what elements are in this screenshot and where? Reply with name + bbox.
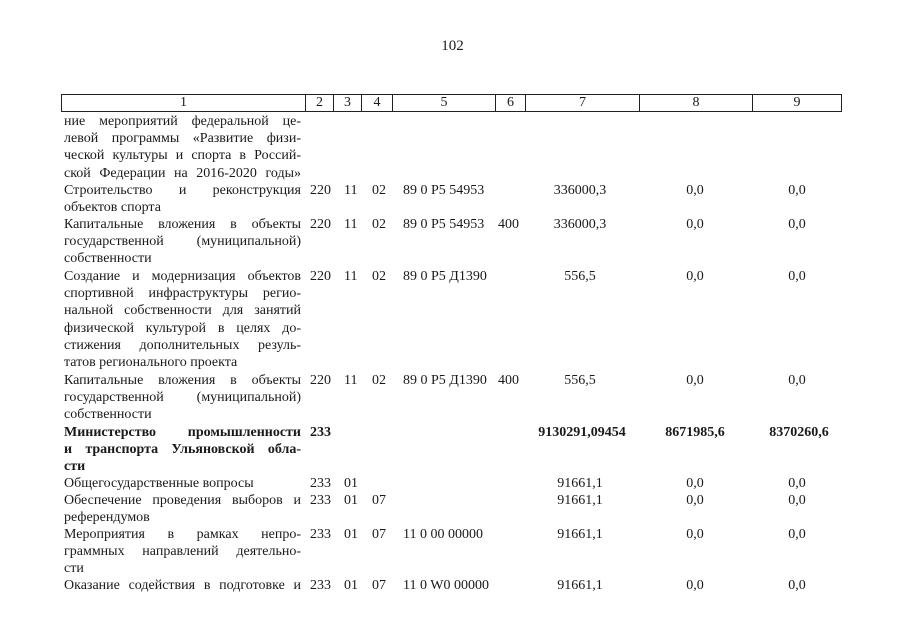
cell-c5: 89 0 P5 54953 — [403, 183, 485, 198]
row-name-line: граммных направлений деятельно- — [64, 544, 301, 560]
cell-c3: 01 — [344, 476, 358, 491]
row-name-line: государственной (муниципальной) — [64, 234, 301, 250]
row-name — [64, 113, 301, 182]
cell-c6: 400 — [498, 217, 519, 232]
cell-c3: 01 — [344, 493, 358, 508]
row-name — [64, 492, 301, 526]
row-name-line: Строительство и реконструкция — [64, 183, 301, 198]
cell-c5: 89 0 P5 54953 — [403, 217, 485, 232]
cell-c2: 220 — [310, 269, 331, 284]
row-name-line: собственности — [64, 251, 152, 267]
cell-c7: 91661,1 — [557, 493, 603, 508]
cell-c7: 91661,1 — [557, 476, 603, 491]
row-name — [64, 372, 301, 424]
cell-c6: 400 — [498, 373, 519, 388]
row-name-line: Капитальные вложения в объекты — [64, 217, 301, 232]
row-name — [64, 577, 301, 594]
cell-c8: 0,0 — [686, 183, 704, 198]
cell-c9: 8370260,6 — [769, 425, 829, 440]
cell-c5: 11 0 00 00000 — [403, 527, 483, 542]
row-name-line: сти — [64, 561, 84, 577]
cell-c7: 556,5 — [564, 269, 596, 284]
row-name — [64, 475, 301, 492]
row-name-line: государственной (муниципальной) — [64, 390, 301, 406]
row-name-line: объектов спорта — [64, 200, 161, 216]
row-name-line: Мероприятия в рамках непро- — [64, 527, 301, 542]
cell-c7: 91661,1 — [557, 578, 603, 593]
header-cell: 3 — [334, 95, 362, 111]
cell-c4: 07 — [372, 493, 386, 508]
row-name — [64, 526, 301, 578]
cell-c2: 233 — [310, 425, 331, 440]
header-cell: 2 — [306, 95, 334, 111]
cell-c4: 07 — [372, 578, 386, 593]
cell-c9: 0,0 — [788, 527, 806, 542]
row-name — [64, 424, 301, 476]
cell-c2: 233 — [310, 527, 331, 542]
table-header — [61, 94, 842, 112]
header-cell: 4 — [362, 95, 393, 111]
row-name-line: и транспорта Ульяновской обла- — [64, 442, 301, 458]
row-name — [64, 268, 301, 371]
row-name-line: собственности — [64, 407, 152, 423]
cell-c7: 556,5 — [564, 373, 596, 388]
cell-c8: 0,0 — [686, 578, 704, 593]
row-name-line: Обеспечение проведения выборов и — [64, 493, 301, 508]
cell-c8: 0,0 — [686, 527, 704, 542]
cell-c7: 9130291,09454 — [538, 425, 626, 440]
row-name-line: Министерство промышленности — [64, 425, 301, 440]
header-cell: 8 — [640, 95, 753, 111]
cell-c3: 11 — [344, 217, 358, 232]
cell-c5: 89 0 P5 Д1390 — [403, 269, 487, 284]
cell-c3: 11 — [344, 373, 358, 388]
cell-c2: 220 — [310, 217, 331, 232]
page-number: 102 — [441, 38, 464, 54]
cell-c3: 01 — [344, 578, 358, 593]
cell-c8: 0,0 — [686, 217, 704, 232]
cell-c8: 0,0 — [686, 493, 704, 508]
row-name-line: Оказание содействия в подготовке и — [64, 578, 301, 593]
cell-c2: 220 — [310, 183, 331, 198]
row-name — [64, 216, 301, 268]
row-name-line: ние мероприятий федеральной це- — [64, 114, 301, 129]
cell-c9: 0,0 — [788, 373, 806, 388]
row-name — [64, 182, 301, 216]
cell-c4: 07 — [372, 527, 386, 542]
cell-c2: 233 — [310, 476, 331, 491]
cell-c3: 11 — [344, 183, 358, 198]
cell-c9: 0,0 — [788, 476, 806, 491]
cell-c9: 0,0 — [788, 269, 806, 284]
cell-c2: 233 — [310, 578, 331, 593]
row-name-line: левой программы «Развитие физи- — [64, 131, 301, 147]
cell-c7: 336000,3 — [553, 217, 607, 232]
cell-c4: 02 — [372, 183, 386, 198]
cell-c9: 0,0 — [788, 183, 806, 198]
row-name-line: физической культурой в целях до- — [64, 320, 301, 336]
cell-c5: 89 0 P5 Д1390 — [403, 373, 487, 388]
row-name-line: ческой культуры и спорта в Россий- — [64, 148, 301, 164]
cell-c9: 0,0 — [788, 217, 806, 232]
row-name-line: стижения дополнительных резуль- — [64, 337, 301, 353]
cell-c4: 02 — [372, 373, 386, 388]
cell-c3: 11 — [344, 269, 358, 284]
cell-c4: 02 — [372, 269, 386, 284]
row-name-line: татов регионального проекта — [64, 355, 238, 371]
row-name-line: ской Федерации на 2016-2020 годы» — [64, 165, 301, 181]
row-name-line: Создание и модернизация объектов — [64, 269, 301, 284]
header-cell: 7 — [526, 95, 640, 111]
cell-c2: 233 — [310, 493, 331, 508]
header-cell: 9 — [793, 95, 801, 110]
cell-c4: 02 — [372, 217, 386, 232]
cell-c5: 11 0 W0 00000 — [403, 578, 489, 593]
cell-c8: 0,0 — [686, 476, 704, 491]
cell-c8: 0,0 — [686, 373, 704, 388]
row-name-line: нальной собственности для занятий — [64, 303, 301, 319]
row-name-line: Общегосударственные вопросы — [64, 476, 254, 491]
cell-c7: 91661,1 — [557, 527, 603, 542]
cell-c8: 0,0 — [686, 269, 704, 284]
header-cell: 1 — [62, 95, 306, 111]
cell-c3: 01 — [344, 527, 358, 542]
row-name-line: Капитальные вложения в объекты — [64, 373, 301, 388]
row-name-line: спортивной инфраструктуры регио- — [64, 286, 301, 302]
cell-c9: 0,0 — [788, 493, 806, 508]
cell-c7: 336000,3 — [553, 183, 607, 198]
cell-c8: 8671985,6 — [665, 425, 725, 440]
row-name-line: референдумов — [64, 510, 150, 526]
row-name-line: сти — [64, 459, 86, 475]
cell-c9: 0,0 — [788, 578, 806, 593]
cell-c2: 220 — [310, 373, 331, 388]
header-cell: 5 — [393, 95, 496, 111]
header-cell: 6 — [496, 95, 526, 111]
